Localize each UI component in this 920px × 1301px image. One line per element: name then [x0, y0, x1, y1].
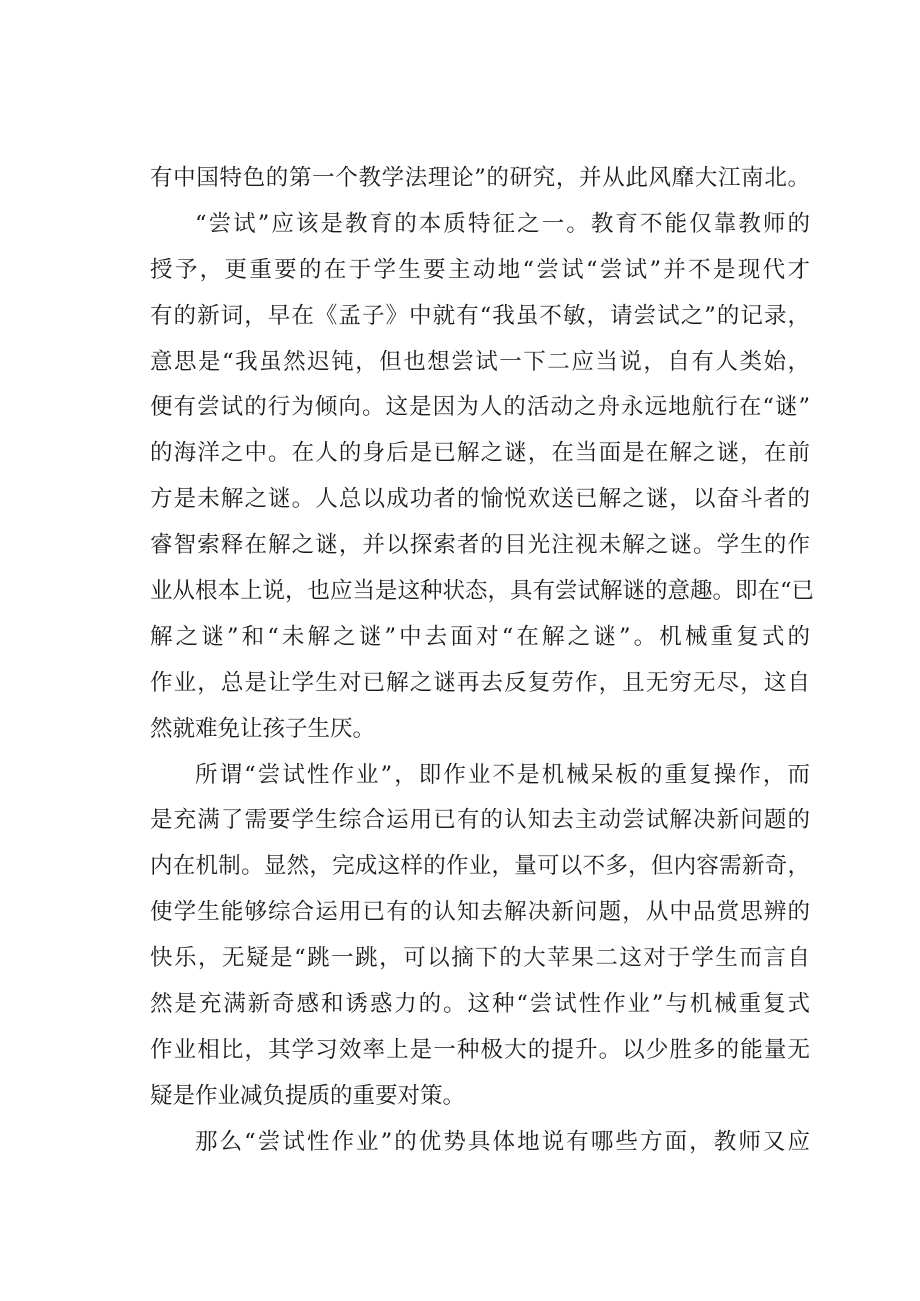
text-line: 睿智索释在解之谜，并以探索者的目光注视未解之谜。学生的作	[150, 532, 810, 559]
paragraph-end-line: 然就难免让孩子生厌。	[150, 715, 376, 742]
text-line: 意思是“我虽然迟钝，但也想尝试一下二应当说，自有人类始，	[150, 348, 810, 375]
text-line: 授予，更重要的在于学生要主动地“尝试“尝试”并不是现代才	[150, 256, 810, 283]
text-line: 便有尝试的行为倾向。这是因为人的活动之舟永远地航行在“谜”	[150, 394, 810, 421]
text-line: 内在机制。显然，完成这样的作业，量可以不多，但内容需新奇，	[150, 853, 810, 880]
text-line: 作业相比，其学习效率上是一种极大的提升。以少胜多的能量无	[150, 1036, 810, 1063]
text-line: 是充满了需要学生综合运用已有的认知去主动尝试解决新问题的	[150, 807, 810, 834]
text-line: 方是未解之谜。人总以成功者的愉悦欢送已解之谜，以奋斗者的	[150, 486, 810, 513]
text-line: 业从根本上说，也应当是这种状态，具有尝试解谜的意趣。即在“已	[150, 578, 815, 605]
text-line: 有中国特色的第一个教学法理论”的研究，并从此风靡大江南北。	[150, 165, 810, 191]
text-line: 使学生能够综合运用已有的认知去解决新问题，从中品赏思辨的	[150, 899, 810, 926]
text-line: 的海洋之中。在人的身后是已解之谜，在当面是在解之谜，在前	[150, 440, 810, 467]
paragraph-start-line: “尝试”应该是教育的本质特征之一。教育不能仅靠教师的	[195, 210, 810, 237]
text-line: 解之谜”和“未解之谜”中去面对“在解之谜”。机械重复式的	[150, 623, 810, 650]
paragraph-end-line: 疑是作业减负提质的重要对策。	[150, 1082, 466, 1109]
text-line: 有的新词，早在《孟子》中就有“我虽不敏，请尝试之”的记录，	[150, 302, 810, 329]
paragraph-start-line: 那么“尝试性作业”的优势具体地说有哪些方面，教师又应	[195, 1128, 810, 1155]
text-line: 然是充满新奇感和诱惑力的。这种“尝试性作业”与机械重复式	[150, 991, 810, 1018]
text-line: 快乐，无疑是“跳一跳，可以摘下的大苹果二这对于学生而言自	[150, 945, 810, 972]
paragraph-start-line: 所谓“尝试性作业”，即作业不是机械呆板的重复操作，而	[195, 761, 810, 788]
body-text	[150, 156, 815, 1166]
text-line: 作业，总是让学生对已解之谜再去反复劳作，且无穷无尽，这自	[150, 669, 810, 696]
